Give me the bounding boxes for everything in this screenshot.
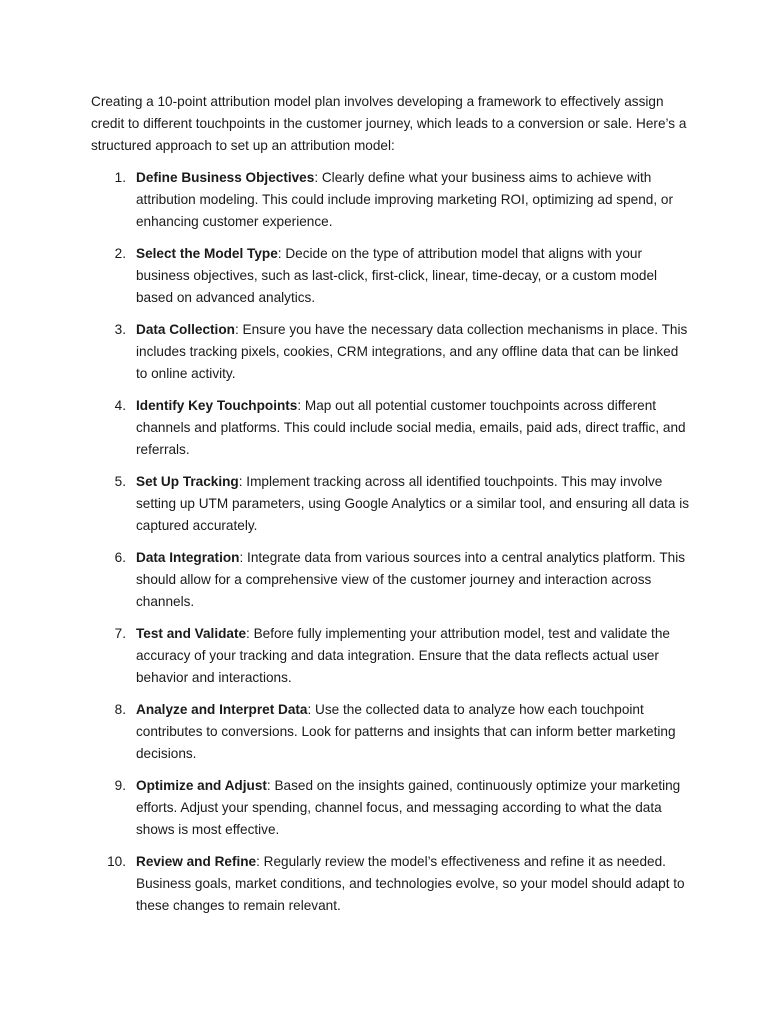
list-item <box>91 699 691 765</box>
item-number: 10. <box>107 854 126 869</box>
item-text: : Decide on the type of attribution model that aligns with your business objectives, such as last-click, first-click, linear, time-decay, or a custom model based on advanced analytics. <box>136 246 658 305</box>
item-text: : Use the collected data to analyze how each touchpoint contributes to conversions. Look for patterns and insights that can inform better marketing decisions. <box>136 702 676 761</box>
item-text: : Integrate data from various sources into a central analytics platform. This should allow for a comprehensive view of the customer journey and interaction across channels. <box>136 550 686 609</box>
item-text: : Before fully implementing your attribution model, test and validate the accuracy of your tracking and data integration. Ensure that the data reflects actual user behavior and interactions. <box>136 626 670 685</box>
list-item <box>91 775 691 841</box>
document-page <box>91 91 691 927</box>
attribution-steps-list <box>91 167 691 917</box>
item-number: 3. <box>114 322 126 337</box>
item-text: : Implement tracking across all identified touchpoints. This may involve setting up UTM parameters, using Google Analytics or a similar tool, and ensuring all data is captured accurately. <box>136 474 690 533</box>
item-number: 1. <box>114 170 126 185</box>
intro-paragraph: Creating a 10-point attribution model plan involves developing a framework to effectively assign credit to different touchpoints in the customer journey, which leads to a conversion or sale. Here’s a structured approach to set up an attribution model: <box>91 94 687 153</box>
item-title: Define Business Objectives <box>136 170 315 185</box>
item-number: 5. <box>114 474 126 489</box>
item-text: : Based on the insights gained, continuously optimize your marketing efforts. Adjust your spending, channel focus, and messaging according to what the data shows is most effective. <box>136 778 681 837</box>
item-title: Identify Key Touchpoints <box>136 398 298 413</box>
item-number: 9. <box>114 778 126 793</box>
item-title: Review and Refine <box>136 854 257 869</box>
item-title: Optimize and Adjust <box>136 778 267 793</box>
list-item <box>91 319 691 385</box>
item-number: 6. <box>114 550 126 565</box>
item-title: Data Integration <box>136 550 240 565</box>
item-title: Select the Model Type <box>136 246 278 261</box>
list-item <box>91 623 691 689</box>
item-number: 7. <box>114 626 126 641</box>
item-title: Set Up Tracking <box>136 474 239 489</box>
item-number: 2. <box>114 246 126 261</box>
item-text: : Map out all potential customer touchpoints across different channels and platforms. This could include social media, emails, paid ads, direct traffic, and referrals. <box>136 398 686 457</box>
item-title: Analyze and Interpret Data <box>136 702 308 717</box>
list-item <box>91 243 691 309</box>
item-title: Test and Validate <box>136 626 247 641</box>
list-item <box>91 167 691 233</box>
item-text: : Ensure you have the necessary data collection mechanisms in place. This includes tracking pixels, cookies, CRM integrations, and any offline data that can be linked to online activity. <box>136 322 688 381</box>
list-item <box>91 547 691 613</box>
item-number: 4. <box>114 398 126 413</box>
item-title: Data Collection <box>136 322 235 337</box>
item-text: : Regularly review the model’s effectiveness and refine it as needed. Business goals, market conditions, and technologies evolve, so your model should adapt to these changes to remain relevant. <box>136 854 685 913</box>
list-item <box>91 471 691 537</box>
list-item <box>91 851 691 917</box>
item-number: 8. <box>114 702 126 717</box>
list-item <box>91 395 691 461</box>
item-text: : Clearly define what your business aims to achieve with attribution modeling. This could include improving marketing ROI, optimizing ad spend, or enhancing customer experience. <box>136 170 673 229</box>
